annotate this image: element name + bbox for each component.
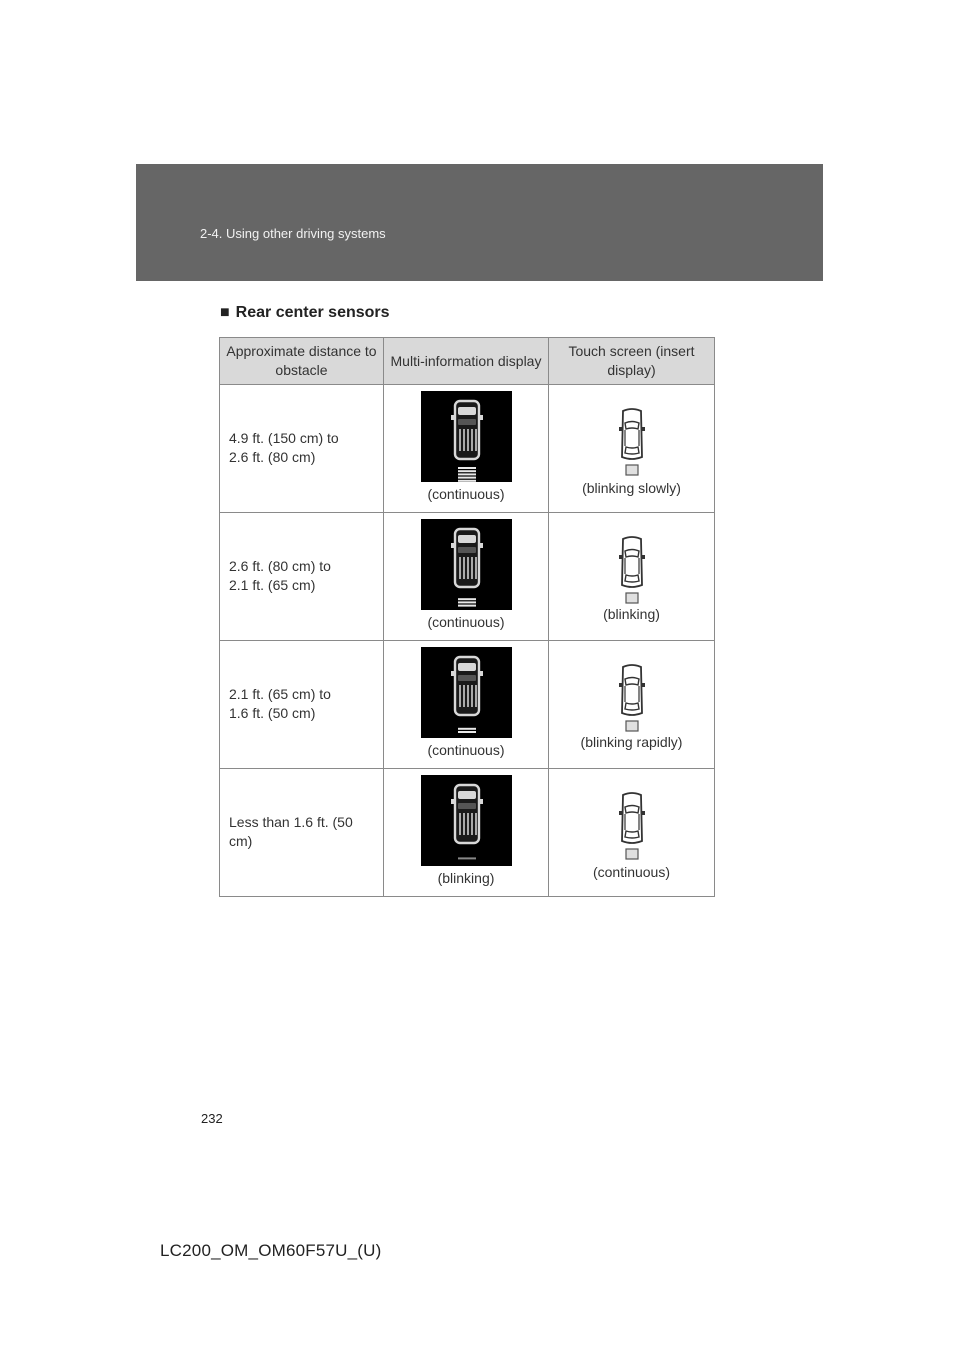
distance-bar [458, 601, 476, 603]
vehicle-top-view-icon [421, 519, 512, 610]
section-title: 2-4. Using other driving systems [200, 226, 386, 241]
distance-line2: cm) [229, 833, 253, 849]
table-row [220, 769, 715, 897]
multi-info-status: (continuous) [427, 486, 505, 502]
distance-text [229, 429, 379, 467]
heading-bullet: ■ [220, 304, 230, 321]
distance-bar [458, 473, 476, 475]
multi-info-display-image [421, 647, 512, 738]
distance-bar [458, 731, 476, 733]
table-row [220, 385, 715, 513]
vehicle-top-view-icon [421, 647, 512, 738]
distance-line1: 2.1 ft. (65 cm) to [229, 686, 331, 702]
column-header-multi-info: Multi-information display [384, 338, 549, 385]
section-heading [220, 304, 390, 322]
car-outline-icon [616, 663, 648, 733]
distance-bar [458, 477, 476, 479]
multi-info-display-image [421, 775, 512, 866]
distance-cell [220, 513, 384, 641]
distance-bar [458, 470, 476, 472]
distance-bar [458, 598, 476, 600]
distance-text [229, 557, 379, 595]
distance-bar [458, 857, 476, 859]
distance-cell [220, 385, 384, 513]
car-outline-icon [616, 407, 648, 477]
multi-info-cell [384, 385, 549, 513]
touch-screen-cell [549, 513, 715, 641]
heading-text: Rear center sensors [235, 304, 390, 321]
touch-screen-status: (blinking) [603, 606, 660, 622]
column-header-touch-screen: Touch screen (insert display) [549, 338, 715, 385]
distance-text [229, 813, 379, 851]
touch-screen-status: (blinking rapidly) [580, 734, 683, 750]
page-number: 232 [201, 1111, 223, 1126]
document-code: LC200_OM_OM60F57U_(U) [160, 1241, 382, 1260]
touch-screen-status: (continuous) [592, 864, 671, 880]
distance-line1: Less than 1.6 ft. (50 [229, 814, 353, 830]
distance-cell [220, 769, 384, 897]
car-outline-icon [616, 535, 648, 605]
multi-info-cell [384, 513, 549, 641]
column-header-distance: Approximate distance to obstacle [220, 338, 384, 385]
distance-line2: 1.6 ft. (50 cm) [229, 705, 316, 721]
distance-bar [458, 728, 476, 730]
distance-cell [220, 641, 384, 769]
multi-info-display-image [421, 519, 512, 610]
distance-line2: 2.6 ft. (80 cm) [229, 449, 316, 465]
distance-bar [458, 605, 476, 607]
distance-bar [458, 467, 476, 469]
distance-line1: 2.6 ft. (80 cm) to [229, 558, 331, 574]
distance-bar [458, 480, 476, 482]
multi-info-status: (continuous) [427, 742, 505, 758]
multi-info-cell [384, 769, 549, 897]
multi-info-cell [384, 641, 549, 769]
vehicle-top-view-icon [421, 391, 512, 482]
multi-info-display-image [421, 391, 512, 482]
distance-text [229, 685, 379, 723]
header-band [136, 164, 823, 281]
distance-line1: 4.9 ft. (150 cm) to [229, 430, 339, 446]
touch-screen-status: (blinking slowly) [582, 480, 681, 496]
touch-screen-cell [549, 769, 715, 897]
multi-info-status: (blinking) [437, 870, 495, 886]
car-outline-icon [616, 791, 648, 861]
touch-screen-cell [549, 641, 715, 769]
table-row [220, 513, 715, 641]
table-row [220, 641, 715, 769]
table-header-row [220, 338, 715, 385]
vehicle-top-view-icon [421, 775, 512, 866]
distance-line2: 2.1 ft. (65 cm) [229, 577, 316, 593]
sensor-table [219, 337, 715, 897]
touch-screen-cell [549, 385, 715, 513]
multi-info-status: (continuous) [427, 614, 505, 630]
